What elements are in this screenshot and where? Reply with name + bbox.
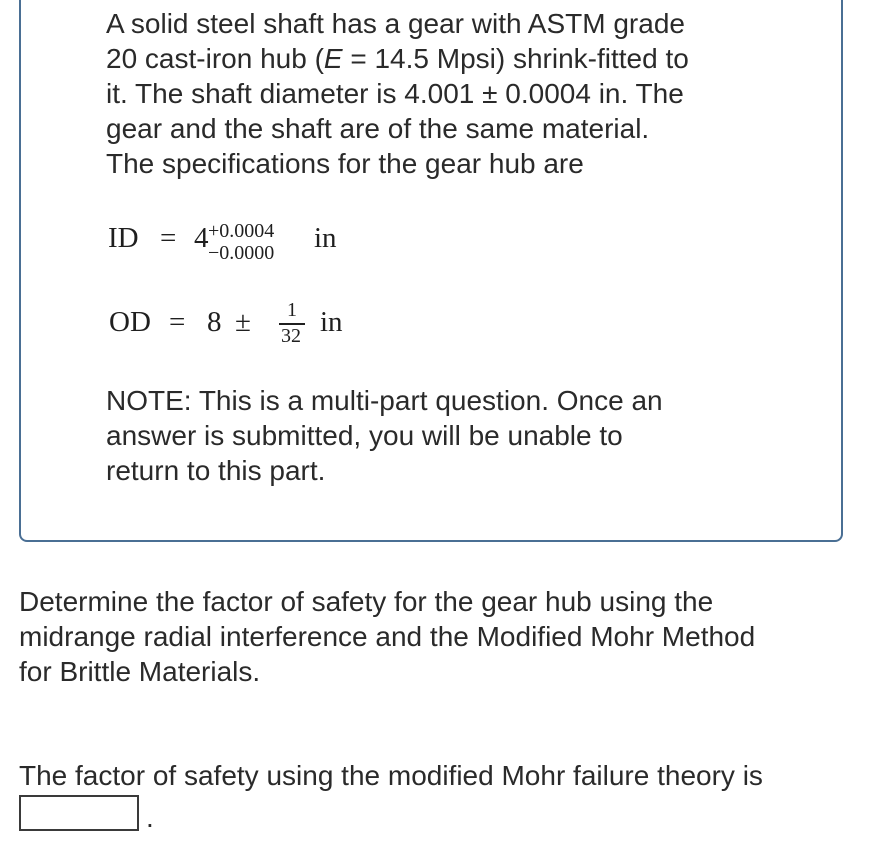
intro-line-2 [106, 41, 786, 76]
question-text [19, 584, 869, 689]
od-unit: in [320, 306, 343, 338]
question-line-3: for Brittle Materials. [19, 656, 261, 687]
question-line-1: Determine the factor of safety for the gear hub using the [19, 586, 714, 617]
id-label: ID [108, 222, 139, 254]
intro-line-2-pre: 20 cast-iron hub ( [106, 43, 324, 74]
note-line-3: return to this part. [106, 455, 326, 486]
answer-suffix: . [146, 802, 154, 833]
modulus-variable: E [323, 43, 343, 74]
intro-line-2-post: = 14.5 Mpsi) shrink-fitted to [342, 43, 689, 74]
od-fraction-numerator: 1 [287, 299, 297, 321]
factor-of-safety-input[interactable] [19, 795, 139, 831]
question-line-2: midrange radial interference and the Modified Mohr Method [19, 621, 756, 652]
id-unit: in [314, 222, 337, 254]
multi-part-note [106, 383, 786, 488]
id-lower-tolerance: −0.0000 [208, 242, 275, 264]
problem-intro [106, 6, 786, 181]
intro-line-5: The specifications for the gear hub are [106, 148, 584, 179]
intro-line-4: gear and the shaft are of the same material. [106, 113, 650, 144]
id-upper-tolerance: +0.0004 [208, 220, 275, 242]
intro-line-1: A solid steel shaft has a gear with ASTM grade [106, 8, 685, 39]
od-base: 8 [207, 306, 222, 338]
od-equals: = [169, 306, 186, 338]
answer-prompt: The factor of safety using the modified Mohr failure theory is [19, 760, 763, 791]
od-label: OD [109, 306, 151, 338]
intro-line-3: it. The shaft diameter is 4.001 ± 0.0004 in. The [106, 78, 684, 109]
note-line-2: answer is submitted, you will be unable to [106, 420, 623, 451]
od-fraction-denominator: 32 [281, 325, 301, 347]
od-plus-minus: ± [235, 306, 251, 338]
id-equals: = [160, 222, 177, 254]
note-line-1: NOTE: This is a multi-part question. Once an [106, 385, 663, 416]
id-base: 4 [194, 222, 209, 254]
